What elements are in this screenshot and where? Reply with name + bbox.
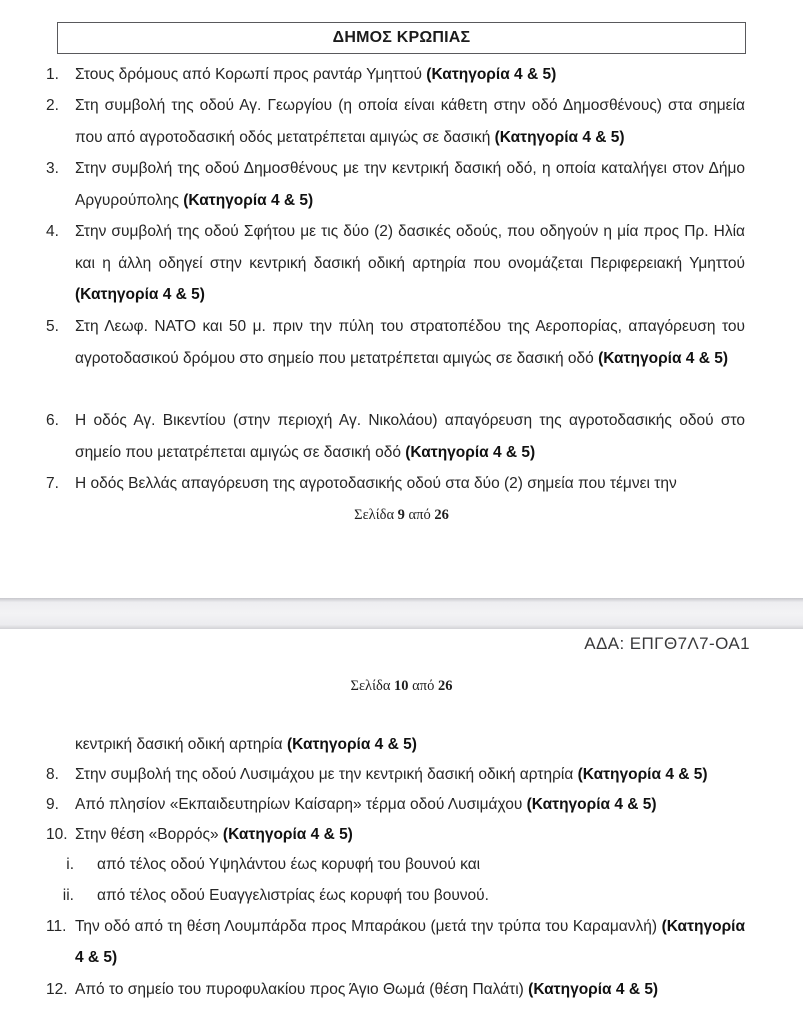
document-title-box [57,22,746,54]
item-number: 4. [46,223,59,240]
list-item-7 [46,468,745,500]
item-text: Η οδός Αγ. Βικεντίου (στην περιοχή Αγ. Νικολάου) απαγόρευση της αγροτοδασικής οδού στο σημείο που μετατρέπεται αμιγώς σε δασική οδό (Κατηγορία 4 & 5) [75,412,745,461]
item-number: 10. [46,826,68,843]
list-item-2 [46,90,745,153]
pdf-page-10 [0,629,803,1024]
item-text: κεντρική δασική οδική αρτηρία (Κατηγορία 4 & 5) [75,736,417,753]
item-category-bold: (Κατηγορία 4 & 5) [577,766,708,783]
item-text: Από πλησίον «Εκπαιδευτηρίων Καίσαρη» τέρμα οδού Λυσιμάχου (Κατηγορία 4 & 5) [75,796,657,813]
item-category-bold: (Κατηγορία 4 & 5) [494,128,625,146]
continuation-line [75,729,745,760]
footer-total-pages: 26 [437,678,453,694]
item-text: Στη συμβολή της οδού Αγ. Γεωργίου (η οποία είναι κάθετη στην οδό Δημοσθένους) στα σημεία που από αγροτοδασική οδός μετατρέπεται αμιγώς σε δασική (Κατηγορία 4 & 5) [75,97,745,146]
item-number: 9. [46,796,59,813]
item-category-bold: (Κατηγορία 4 & 5) [183,191,314,209]
item-category-bold: (Κατηγορία 4 & 5) [222,826,353,843]
item-text: Από το σημείο του πυροφυλακίου προς Άγιο Θωμά (θέση Παλάτι) (Κατηγορία 4 & 5) [75,981,659,998]
item-number: 5. [46,318,59,335]
footer-page-number: 9 [397,507,405,523]
item-category-bold: (Κατηγορία 4 & 5) [598,349,729,367]
item-text: Στη Λεωφ. ΝΑΤΟ και 50 μ. πριν την πύλη του στρατοπέδου της Αεροπορίας, απαγόρευση του αγροτοδασικού δρόμου στο σημείο που μετατρέπεται αμιγώς σε δασική οδό (Κατηγορία 4 & 5) [75,318,745,367]
item-number: 8. [46,766,59,783]
page-9-footer [0,507,803,524]
sub-item-ii [46,880,745,911]
item-number: ii. [62,887,74,904]
page-10-header [0,678,803,695]
page-separator [0,598,803,629]
list-item-11 [46,911,745,973]
footer-total-pages: 26 [434,507,449,523]
item-number: i. [66,856,74,873]
item-text: Την οδό από τη θέση Λουμπάρδα προς Μπαράκου (μετά την τρύπα του Καραμανλή) (Κατηγορία 4 & 5) [75,918,745,966]
list-item-12 [46,974,745,1005]
item-category-bold: (Κατηγορία 4 & 5) [75,918,745,966]
item-text: από τέλος οδού Υψηλάντου έως κορυφή του βουνού και [97,856,481,873]
footer-word: Σελίδα [350,678,391,694]
item-category-bold: (Κατηγορία 4 & 5) [526,796,657,813]
list-item-3 [46,153,745,216]
item-category-bold: (Κατηγορία 4 & 5) [528,981,659,998]
sub-item-i [46,849,745,880]
item-text: Στην θέση «Βορρός» (Κατηγορία 4 & 5) [75,826,353,843]
item-number: 3. [46,160,59,177]
item-text: Στην συμβολή της οδού Σφήτου με τις δύο (2) δασικές οδούς, που οδηγούν η μία προς Πρ. Ηλία και η άλλη οδηγεί στην κεντρική δασική οδική αρτηρία που ονομάζεται Περιφερειακή Υμηττού (Κατηγορία 4 & 5) [75,223,745,303]
list-item-10 [46,819,745,850]
list-item-1 [46,59,745,91]
item-number: 6. [46,412,59,429]
footer-word: από [412,678,435,694]
item-text: Η οδός Βελλάς απαγόρευση της αγροτοδασικής οδού στα δύο (2) σημεία που τέμνει την [75,475,677,492]
item-text: Στην συμβολή της οδού Δημοσθένους με την κεντρική δασική οδό, η οποία καταλήγει στον Δήμο Αργυρούπολης (Κατηγορία 4 & 5) [75,160,745,209]
item-number: 11. [46,918,67,935]
item-text: Στην συμβολή της οδού Λυσιμάχου με την κεντρική δασική οδική αρτηρία (Κατηγορία 4 & 5) [75,766,708,783]
list-item-6 [46,405,745,468]
ada-code: ΑΔΑ: ΕΠΓΘ7Λ7-ΟΑ1 [584,634,750,653]
list-item-4 [46,216,745,311]
item-category-bold: (Κατηγορία 4 & 5) [75,286,205,303]
footer-word: από [408,507,431,523]
footer-word: Σελίδα [354,507,395,523]
document-title: ΔΗΜΟΣ ΚΡΩΠΙΑΣ [332,29,471,46]
item-text: από τέλος οδού Ευαγγελιστρίας έως κορυφή του βουνού. [97,887,489,904]
item-number: 12. [46,981,68,998]
item-text: Στους δρόμους από Κορωπί προς ραντάρ Υμηττού (Κατηγορία 4 & 5) [75,66,557,83]
item-category-bold: (Κατηγορία 4 & 5) [426,66,557,83]
list-item-8 [46,759,745,790]
item-number: 2. [46,97,59,114]
item-number: 1. [46,66,59,83]
list-item-9 [46,789,745,820]
list-item-5 [46,311,745,374]
footer-page-number: 10 [394,678,409,694]
item-category-bold: (Κατηγορία 4 & 5) [405,443,536,461]
item-category-bold: (Κατηγορία 4 & 5) [286,736,417,753]
item-number: 7. [46,475,59,492]
